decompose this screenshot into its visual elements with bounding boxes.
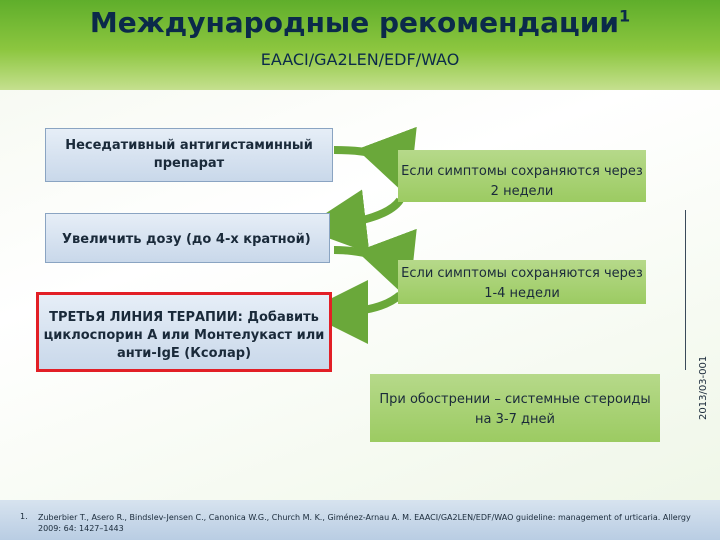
exacerbation-box: При обострении – системные стероиды на 3-7 дней: [370, 374, 660, 442]
side-code-label: 2013/03-001: [698, 355, 709, 420]
condition-1-box: Если симптомы сохраняются через 2 недели: [398, 150, 646, 202]
side-divider: [685, 210, 686, 370]
arrow-to-condition-2: [334, 250, 398, 270]
step-1-box: Неседативный антигистаминный препарат: [45, 128, 333, 182]
footnote-number: 1.: [20, 512, 28, 521]
step-2-box: Увеличить дозу (до 4-х кратной): [45, 213, 330, 263]
footnote-reference: Zuberbier T., Asero R., Bindslev-Jensen C., Canonica W.G., Church M. K., Giménez-Arnau A. M. EAACI/GA2LEN/EDF/WAO guideline: management of urticaria. Allergy 2009: 64: 1427–1443: [38, 513, 691, 533]
arrow-to-step-3: [336, 295, 400, 312]
condition-2-box: Если симптомы сохраняются через 1-4 недели: [398, 260, 646, 304]
title-text: Международные рекомендации: [89, 6, 619, 39]
step-3-box: ТРЕТЬЯ ЛИНИЯ ТЕРАПИИ: Добавить циклоспорин А или Монтелукаст или анти-IgE (Ксолар): [36, 292, 332, 372]
arrow-to-condition-1: [334, 150, 398, 168]
title-footnote-mark: 1: [618, 6, 631, 26]
arrow-to-step-2: [334, 200, 400, 225]
page-subtitle: EAACI/GA2LEN/EDF/WAO: [260, 50, 460, 69]
